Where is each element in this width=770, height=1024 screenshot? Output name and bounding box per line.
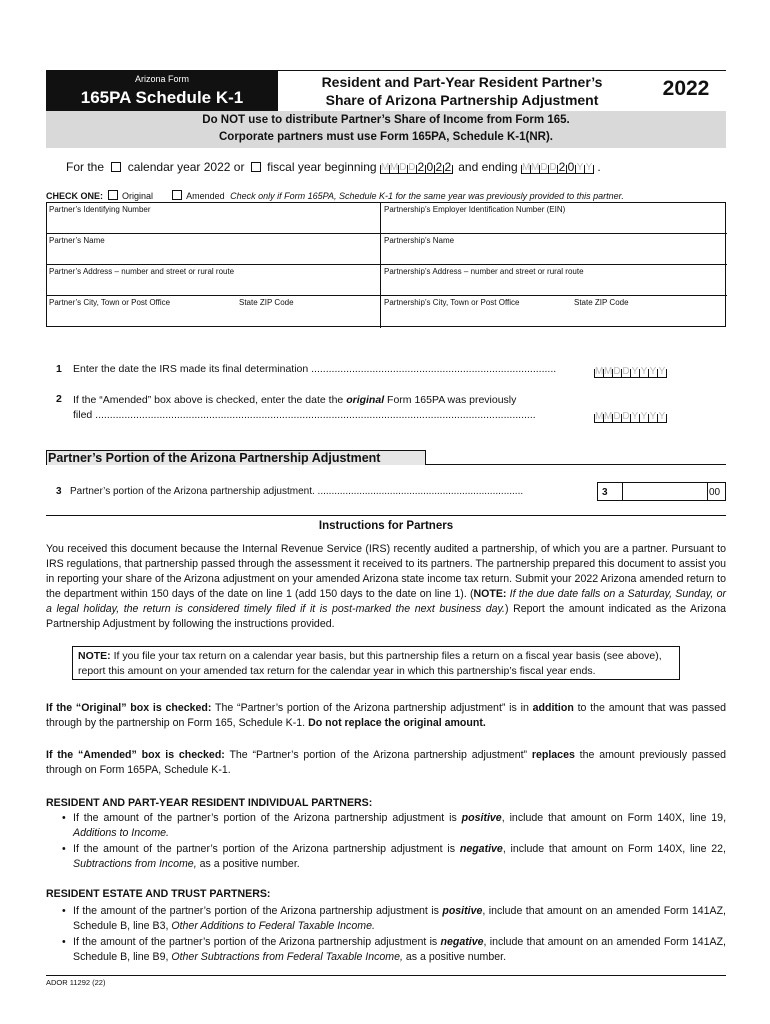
line2-text-a: If the “Amended” box above is checked, enter the date the bbox=[73, 394, 344, 406]
partner-id-field[interactable]: Partner’s Identifying Number bbox=[49, 205, 151, 214]
amended-checkbox[interactable] bbox=[172, 190, 182, 200]
date-digit-cell: Y bbox=[658, 366, 666, 377]
ind-b2-negative: negative bbox=[459, 843, 503, 855]
partner-address-field[interactable]: Partner’s Address – number and street or rural route bbox=[49, 267, 235, 276]
est-b1-italic: Other Additions to Federal Taxable Income. bbox=[171, 920, 375, 932]
date-digit-cell: D bbox=[622, 411, 630, 422]
est-b2-italic: Other Subtractions from Federal Taxable Income, bbox=[171, 951, 403, 963]
date-digit-cell: 2 bbox=[444, 160, 452, 174]
fiscal-note-label: NOTE: bbox=[78, 650, 111, 662]
grid-divider bbox=[380, 203, 381, 328]
date-digit-cell: Y bbox=[640, 411, 648, 422]
partnership-address-field[interactable]: Partnership’s Address – number and street or rural route bbox=[384, 267, 584, 276]
amended-instr-replaces: replaces bbox=[531, 749, 575, 761]
instructions-rule bbox=[46, 515, 726, 516]
date-digit-cell: 0 bbox=[567, 160, 575, 174]
notice-line2: Corporate partners must use Form 165PA, Schedule K-1(NR). bbox=[219, 131, 553, 143]
individual-partners-heading: RESIDENT AND PART-YEAR RESIDENT INDIVIDUAL PARTNERS: bbox=[46, 797, 373, 809]
identification-grid bbox=[46, 202, 726, 327]
line3-cents: 00 bbox=[709, 487, 721, 498]
date-digit-cell: D bbox=[549, 162, 557, 173]
partnership-city-field[interactable]: Partnership’s City, Town or Post Office bbox=[384, 298, 520, 307]
tax-period-row bbox=[66, 160, 726, 174]
date-digit-cell: 2 bbox=[435, 160, 443, 174]
date-digit-cell: D bbox=[408, 162, 416, 173]
date-comb-end bbox=[666, 369, 667, 377]
date-digit-cell: D bbox=[613, 411, 621, 422]
fiscal-end-date-field[interactable] bbox=[521, 161, 594, 174]
partner-state-zip-field[interactable]: State ZIP Code bbox=[239, 298, 294, 307]
date-comb-end bbox=[452, 165, 453, 173]
date-digit-cell: Y bbox=[649, 366, 657, 377]
est-b1-positive: positive bbox=[442, 905, 483, 917]
original-instr-addition: addition bbox=[532, 702, 574, 714]
amended-instr-text-b: the amount previously passed through on Form 165PA, Schedule K-1. bbox=[46, 749, 726, 776]
individual-bullet-2: • If the amount of the partner’s portion of the Arizona partnership adjustment is negative, include that amount on Form 140X, line 22, Subtractions from Income, as a positive number. bbox=[62, 843, 726, 870]
line1-date-field[interactable] bbox=[594, 362, 667, 380]
estate-bullet-1: • If the amount of the partner’s portion of the Arizona partnership adjustment is positive, include that amount on an amended Form 141AZ, Schedule B, line B3, Other Additions to Federal Taxable Income. bbox=[62, 905, 726, 932]
form-subject-line1: Resident and Part-Year Resident Partner’s bbox=[321, 74, 603, 90]
date-digit-cell: M bbox=[389, 162, 399, 173]
line1-date-boxes[interactable] bbox=[594, 365, 667, 378]
line3-box-number: 3 bbox=[602, 487, 608, 498]
line3-text: Partner’s portion of the Arizona partnership adjustment. .......................................................................... bbox=[70, 486, 524, 497]
line3-number: 3 bbox=[56, 486, 62, 497]
amended-note: Check only if Form 165PA, Schedule K-1 for the same year was previously provided to this partner. bbox=[230, 191, 624, 201]
date-digit-cell: M bbox=[604, 366, 613, 377]
line2-date-field[interactable] bbox=[594, 407, 667, 425]
date-digit-cell: M bbox=[521, 162, 531, 173]
section-title: Partner’s Portion of the Arizona Partnership Adjustment bbox=[46, 450, 426, 465]
p1-text-end: ) Report the amount indicated as the Arizona Partnership Adjustment by following the instructions provided. bbox=[46, 603, 726, 630]
p1-italic: If the due date falls on a Saturday, Sunday, or a legal holiday, the return is considered timely filed if it is post-marked the next business day. bbox=[46, 588, 727, 615]
estate-bullet-2: • If the amount of the partner’s portion of the Arizona partnership adjustment is negative, include that amount on an amended Form 141AZ, Schedule B, line B9, Other Subtractions from Federal Taxable Income, as a positive number. bbox=[62, 936, 726, 963]
date-digit-cell: M bbox=[530, 162, 540, 173]
est-b1-text-b: , include that amount on an amended Form 141AZ, Schedule B, line B3, bbox=[73, 905, 726, 932]
line2-original-emphasis: original bbox=[346, 394, 385, 406]
date-digit-cell: 2 bbox=[558, 160, 566, 174]
line1-number: 1 bbox=[56, 363, 62, 375]
ind-b1-text-b: , include that amount on Form 140X, line 19, bbox=[501, 812, 727, 824]
line2-date-boxes[interactable] bbox=[594, 410, 667, 423]
amended-instr-text-a: The “Partner’s portion of the Arizona partnership adjustment” bbox=[224, 749, 532, 761]
est-b2-text: If the amount of the partner’s portion of the Arizona partnership adjustment is bbox=[73, 936, 441, 948]
fiscal-begin-date-field[interactable] bbox=[380, 161, 453, 174]
original-label: Original bbox=[122, 191, 154, 201]
footer-rule bbox=[46, 975, 726, 976]
partnership-ein-field[interactable]: Partnership’s Employer Identification Number (EIN) bbox=[384, 205, 566, 214]
check-one-label: CHECK ONE: bbox=[46, 191, 104, 201]
original-instr-text-b: to the amount that was passed through by the partnership on Form 165, Schedule K-1. bbox=[46, 702, 727, 729]
date-digit-cell: M bbox=[595, 366, 604, 377]
form-title: 165PA Schedule K-1 bbox=[80, 88, 244, 107]
date-digit-cell: Y bbox=[631, 366, 639, 377]
est-b2-text-b: , include that amount on an amended Form 141AZ, Schedule B, line B9, bbox=[73, 936, 726, 963]
line2-text-c: filed ....................................................................................................................................................... bbox=[73, 409, 536, 421]
individual-bullet-1: • If the amount of the partner’s portion of the Arizona partnership adjustment is positive, include that amount on Form 140X, line 19, Additions to Income. bbox=[62, 812, 727, 839]
calendar-year-checkbox[interactable] bbox=[111, 162, 121, 172]
ind-b2-italic: Subtractions from Income, bbox=[73, 858, 197, 870]
partnership-name-field[interactable]: Partnership’s Name bbox=[384, 236, 455, 245]
date-digit-cell: D bbox=[613, 366, 621, 377]
partner-name-field[interactable]: Partner’s Name bbox=[49, 236, 105, 245]
amended-label: Amended bbox=[186, 191, 225, 201]
ind-b2-text: If the amount of the partner’s portion of the Arizona partnership adjustment is bbox=[73, 843, 460, 855]
form-id-block bbox=[46, 71, 278, 113]
original-instr-label: If the “Original” box is checked: bbox=[46, 702, 212, 714]
date-comb-end bbox=[593, 165, 594, 173]
date-digit-cell: D bbox=[622, 366, 630, 377]
date-digit-cell: M bbox=[604, 411, 613, 422]
notice-bar bbox=[46, 111, 726, 148]
date-digit-cell: D bbox=[540, 162, 548, 173]
line2-number: 2 bbox=[56, 393, 62, 405]
check-one-row bbox=[46, 190, 726, 201]
line2-text-b: Form 165PA was previously bbox=[387, 394, 517, 406]
form-small-label: Arizona Form bbox=[134, 74, 189, 84]
partner-city-field[interactable]: Partner’s City, Town or Post Office bbox=[49, 298, 171, 307]
original-instr-bold: Do not replace the original amount. bbox=[308, 717, 486, 729]
fiscal-note-text: If you file your tax return on a calendar year basis, but this partnership files a return on a fiscal year basis (see above), report this amount on your amended tax return for the calendar year in which this partnership’s fiscal year ends. bbox=[78, 650, 662, 677]
date-digit-cell: 2 bbox=[417, 160, 425, 174]
date-digit-cell: Y bbox=[640, 366, 648, 377]
period-end-mark: . bbox=[597, 160, 601, 174]
date-digit-cell: 0 bbox=[426, 160, 434, 174]
amended-instructions bbox=[46, 748, 726, 778]
line2-text bbox=[73, 393, 573, 423]
tax-year: 2022 bbox=[662, 77, 710, 100]
instructions-heading: Instructions for Partners bbox=[318, 520, 454, 532]
p1-note-label: NOTE: bbox=[473, 588, 507, 600]
ind-b2-text-b: , include that amount on Form 140X, line 22, bbox=[502, 843, 726, 855]
instructions-paragraph bbox=[46, 542, 726, 632]
and-ending-label: and ending bbox=[458, 160, 518, 174]
fiscal-note-box bbox=[72, 646, 680, 680]
est-b2-negative: negative bbox=[440, 936, 484, 948]
ind-b1-text: If the amount of the partner’s portion of the Arizona partnership adjustment is bbox=[73, 812, 462, 824]
date-digit-cell: Y bbox=[631, 411, 639, 422]
amended-instr-label: If the “Amended” box is checked: bbox=[46, 749, 225, 761]
line3-amount-field[interactable] bbox=[597, 482, 726, 501]
form-subject-line2: Share of Arizona Partnership Adjustment bbox=[325, 92, 599, 108]
date-digit-cell: Y bbox=[576, 162, 584, 173]
fiscal-year-checkbox[interactable] bbox=[251, 162, 261, 172]
date-digit-cell: M bbox=[380, 162, 390, 173]
p1-text: You received this document because the Internal Revenue Service (IRS) recently audited a partnership, of which you are a partner. Pursuant to IRS regulations, that partnership passed through the assessment it received to its partners. The partnership prepared this document to assist you in reporting your share of the Arizona adjustment on your amended Arizona state income tax return. Submit your 2022 Arizona amended return to the department within 150 days of the date on line 1 (add 150 days to the date on line 1). ( bbox=[46, 543, 726, 600]
form-footer-code: ADOR 11292 (22) bbox=[46, 978, 106, 987]
partnership-state-zip-field[interactable]: State ZIP Code bbox=[574, 298, 629, 307]
date-digit-cell: M bbox=[595, 411, 604, 422]
original-instr-text-a: The “Partner’s portion of the Arizona partnership adjustment” is in bbox=[211, 702, 533, 714]
estate-partners-heading: RESIDENT ESTATE AND TRUST PARTNERS: bbox=[46, 888, 271, 900]
original-instructions bbox=[46, 701, 726, 731]
ind-b1-positive: positive bbox=[461, 812, 502, 824]
form-header bbox=[46, 70, 726, 112]
date-digit-cell: Y bbox=[658, 411, 666, 422]
for-the-label: For the bbox=[66, 160, 105, 174]
notice-line1: Do NOT use to distribute Partner’s Share of Income from Form 165. bbox=[202, 114, 570, 126]
date-digit-cell: D bbox=[399, 162, 407, 173]
date-comb-end bbox=[666, 414, 667, 422]
est-b2-text-c: as a positive number. bbox=[402, 951, 507, 963]
line1-text: Enter the date the IRS made its final determination .................................................................................... bbox=[73, 363, 557, 375]
ind-b1-italic: Additions to Income. bbox=[73, 827, 169, 839]
calendar-year-label: calendar year 2022 or bbox=[127, 160, 245, 174]
original-checkbox[interactable] bbox=[108, 190, 118, 200]
date-digit-cell: Y bbox=[585, 162, 593, 173]
ind-b2-text-c: as a positive number. bbox=[196, 858, 300, 870]
date-digit-cell: Y bbox=[649, 411, 657, 422]
est-b1-text: If the amount of the partner’s portion of the Arizona partnership adjustment is bbox=[73, 905, 443, 917]
fiscal-year-label: fiscal year beginning bbox=[267, 160, 377, 174]
